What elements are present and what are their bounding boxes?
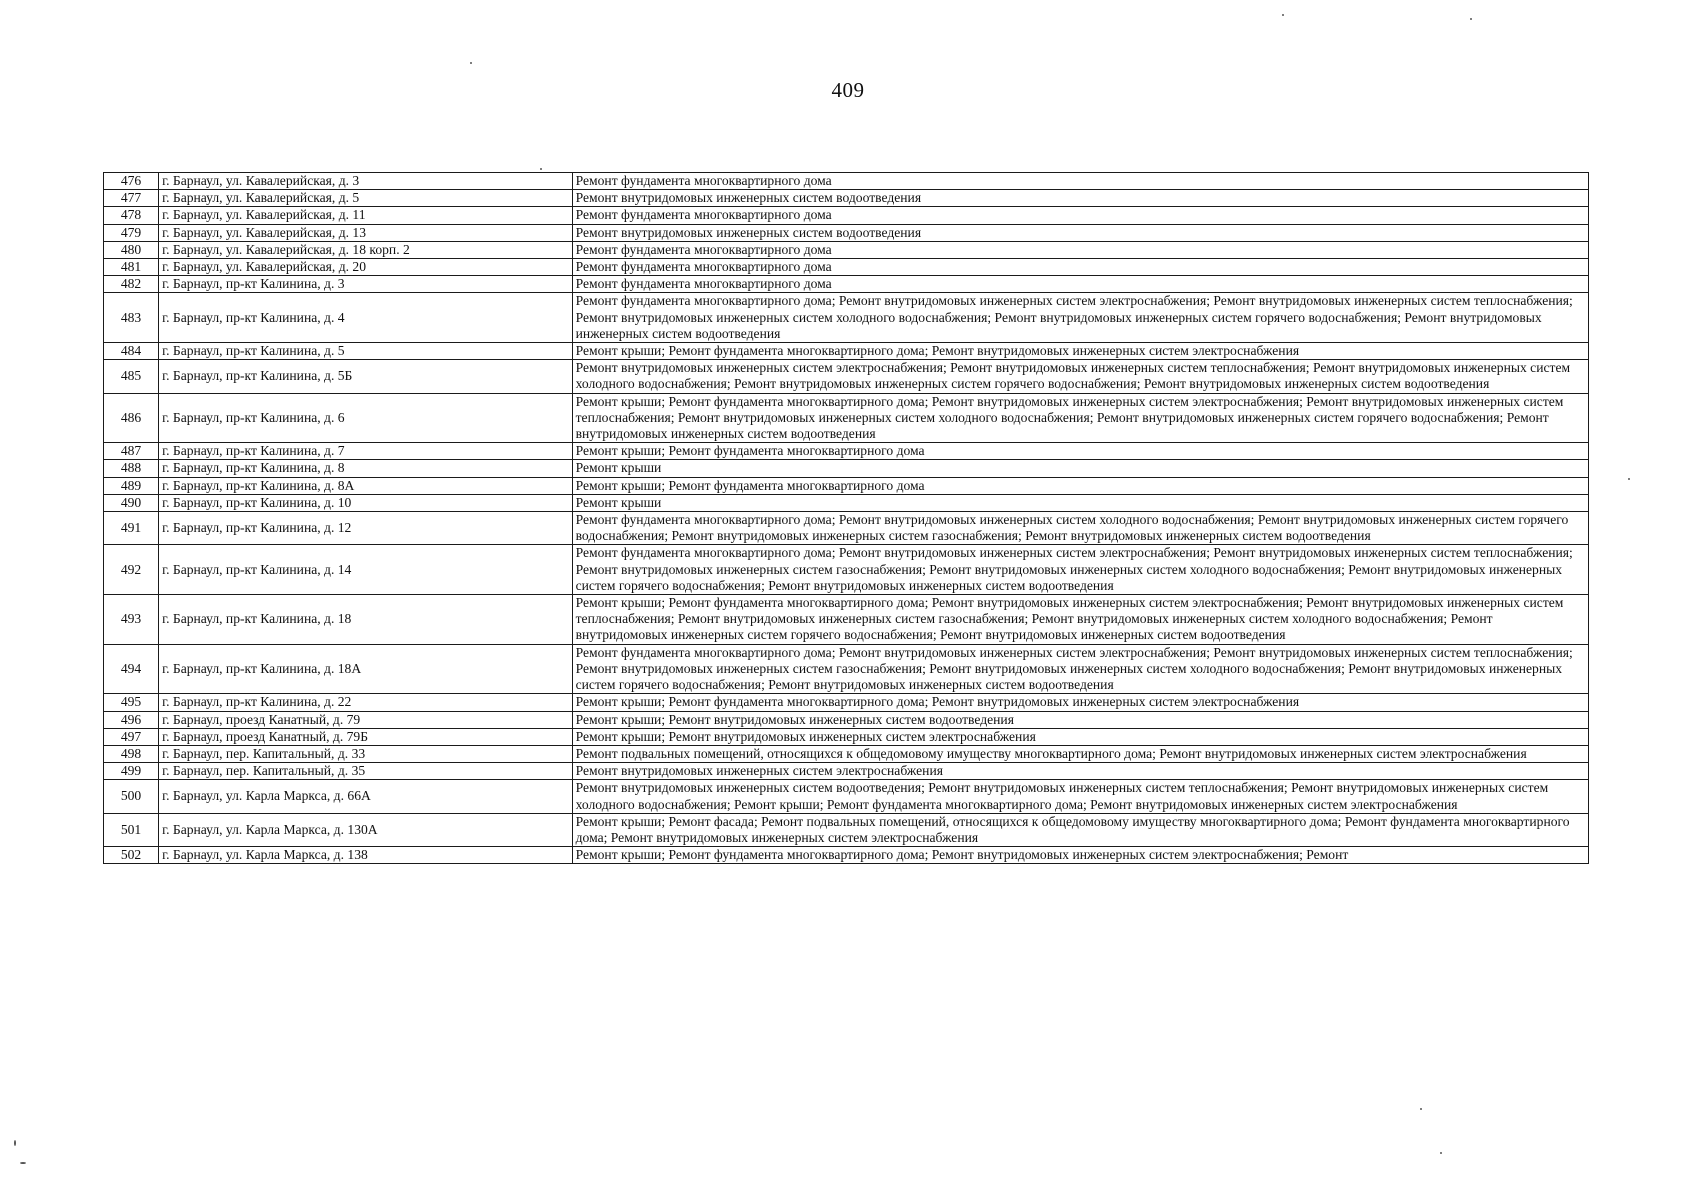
- row-works: Ремонт внутридомовых инженерных систем водоотведения; Ремонт внутридомовых инженерных систем теплоснабжения; Ремонт внутридомовых инженерных систем холодного водоснабжения; Ремонт крыши; Ремонт фундамента многоквартирного дома; Ремонт внутридомовых инженерных систем электроснабжения: [572, 780, 1588, 813]
- row-works: Ремонт крыши; Ремонт фундамента многоквартирного дома; Ремонт внутридомовых инженерных систем электроснабжения: [572, 343, 1588, 360]
- table-row: [104, 293, 1589, 343]
- table-row: [104, 644, 1589, 694]
- row-address: г. Барнаул, пр-кт Калинина, д. 18: [159, 595, 573, 645]
- row-number: 500: [104, 780, 159, 813]
- row-address: г. Барнаул, пр-кт Калинина, д. 22: [159, 694, 573, 711]
- scan-speck: [470, 62, 472, 64]
- row-address: г. Барнаул, ул. Карла Маркса, д. 138: [159, 847, 573, 864]
- row-number: 479: [104, 224, 159, 241]
- row-number: 480: [104, 241, 159, 258]
- row-works: Ремонт фундамента многоквартирного дома: [572, 173, 1588, 190]
- row-address: г. Барнаул, проезд Канатный, д. 79: [159, 711, 573, 728]
- table-row: [104, 512, 1589, 545]
- row-number: 491: [104, 512, 159, 545]
- table-row: [104, 728, 1589, 745]
- row-address: г. Барнаул, пр-кт Калинина, д. 14: [159, 545, 573, 595]
- row-number: 496: [104, 711, 159, 728]
- row-number: 493: [104, 595, 159, 645]
- row-number: 497: [104, 728, 159, 745]
- row-number: 498: [104, 745, 159, 762]
- row-works: Ремонт крыши; Ремонт фундамента многоквартирного дома: [572, 443, 1588, 460]
- row-works: Ремонт крыши; Ремонт фундамента многоквартирного дома; Ремонт внутридомовых инженерных систем электроснабжения; Ремонт внутридомовых инженерных систем теплоснабжения; Ремонт внутридомовых инженерных систем газоснабжения; Ремонт внутридомовых инженерных систем холодного водоснабжения; Ремонт внутридомовых инженерных систем горячего водоснабжения; Ремонт внутридомовых инженерных систем водоотведения: [572, 595, 1588, 645]
- row-works: Ремонт фундамента многоквартирного дома: [572, 276, 1588, 293]
- table-row: [104, 494, 1589, 511]
- table-row: [104, 343, 1589, 360]
- row-works: Ремонт внутридомовых инженерных систем электроснабжения: [572, 763, 1588, 780]
- row-number: 499: [104, 763, 159, 780]
- row-number: 501: [104, 813, 159, 846]
- row-works: Ремонт фундамента многоквартирного дома; Ремонт внутридомовых инженерных систем холодного водоснабжения; Ремонт внутридомовых инженерных систем горячего водоснабжения; Ремонт внутридомовых инженерных систем газоснабжения; Ремонт внутридомовых инженерных систем водоотведения: [572, 512, 1588, 545]
- table-row: [104, 173, 1589, 190]
- table-row: [104, 763, 1589, 780]
- row-address: г. Барнаул, ул. Карла Маркса, д. 130А: [159, 813, 573, 846]
- table-row: [104, 360, 1589, 393]
- row-works: Ремонт крыши; Ремонт фундамента многоквартирного дома; Ремонт внутридомовых инженерных систем электроснабжения; Ремонт внутридомовых инженерных систем теплоснабжения; Ремонт внутридомовых инженерных систем холодного водоснабжения; Ремонт внутридомовых инженерных систем горячего водоснабжения; Ремонт внутридомовых инженерных систем водоотведения: [572, 393, 1588, 443]
- table-row: [104, 477, 1589, 494]
- table-row: [104, 241, 1589, 258]
- table-row: [104, 847, 1589, 864]
- row-number: 495: [104, 694, 159, 711]
- scan-speck: [1440, 1152, 1442, 1154]
- row-address: г. Барнаул, ул. Кавалерийская, д. 18 корп. 2: [159, 241, 573, 258]
- table-row: [104, 207, 1589, 224]
- scan-speck: [14, 1140, 16, 1146]
- table-row: [104, 711, 1589, 728]
- row-number: 482: [104, 276, 159, 293]
- row-works: Ремонт фундамента многоквартирного дома: [572, 207, 1588, 224]
- row-works: Ремонт крыши; Ремонт фундамента многоквартирного дома: [572, 477, 1588, 494]
- row-address: г. Барнаул, пер. Капитальный, д. 33: [159, 745, 573, 762]
- row-number: 489: [104, 477, 159, 494]
- row-works: Ремонт крыши; Ремонт фундамента многоквартирного дома; Ремонт внутридомовых инженерных систем электроснабжения; Ремонт: [572, 847, 1588, 864]
- row-address: г. Барнаул, пр-кт Калинина, д. 8А: [159, 477, 573, 494]
- row-number: 486: [104, 393, 159, 443]
- row-number: 502: [104, 847, 159, 864]
- row-address: г. Барнаул, пер. Капитальный, д. 35: [159, 763, 573, 780]
- page-number: 409: [831, 78, 865, 102]
- row-number: 492: [104, 545, 159, 595]
- row-works: Ремонт фундамента многоквартирного дома; Ремонт внутридомовых инженерных систем электроснабжения; Ремонт внутридомовых инженерных систем теплоснабжения; Ремонт внутридомовых инженерных систем холодного водоснабжения; Ремонт внутридомовых инженерных систем горячего водоснабжения; Ремонт внутридомовых инженерных систем водоотведения: [572, 293, 1588, 343]
- housing-register-table: [103, 172, 1589, 864]
- table-row: [104, 545, 1589, 595]
- row-address: г. Барнаул, проезд Канатный, д. 79Б: [159, 728, 573, 745]
- row-address: г. Барнаул, пр-кт Калинина, д. 12: [159, 512, 573, 545]
- row-number: 483: [104, 293, 159, 343]
- table-row: [104, 190, 1589, 207]
- table-body: [104, 173, 1589, 864]
- row-works: Ремонт крыши: [572, 494, 1588, 511]
- row-address: г. Барнаул, пр-кт Калинина, д. 3: [159, 276, 573, 293]
- scan-speck: [1628, 478, 1630, 480]
- row-works: Ремонт внутридомовых инженерных систем водоотведения: [572, 190, 1588, 207]
- scan-speck: [1282, 14, 1284, 16]
- row-address: г. Барнаул, пр-кт Калинина, д. 4: [159, 293, 573, 343]
- row-address: г. Барнаул, ул. Кавалерийская, д. 3: [159, 173, 573, 190]
- row-works: Ремонт подвальных помещений, относящихся к общедомовому имуществу многоквартирного дома; Ремонт внутридомовых инженерных систем электроснабжения: [572, 745, 1588, 762]
- row-works: Ремонт фундамента многоквартирного дома; Ремонт внутридомовых инженерных систем электроснабжения; Ремонт внутридомовых инженерных систем теплоснабжения; Ремонт внутридомовых инженерных систем газоснабжения; Ремонт внутридомовых инженерных систем холодного водоснабжения; Ремонт внутридомовых инженерных систем горячего водоснабжения; Ремонт внутридомовых инженерных систем водоотведения: [572, 644, 1588, 694]
- row-number: 477: [104, 190, 159, 207]
- row-works: Ремонт крыши; Ремонт внутридомовых инженерных систем водоотведения: [572, 711, 1588, 728]
- row-number: 490: [104, 494, 159, 511]
- row-number: 487: [104, 443, 159, 460]
- table-row: [104, 595, 1589, 645]
- row-works: Ремонт фундамента многоквартирного дома; Ремонт внутридомовых инженерных систем электроснабжения; Ремонт внутридомовых инженерных систем теплоснабжения; Ремонт внутридомовых инженерных систем газоснабжения; Ремонт внутридомовых инженерных систем холодного водоснабжения; Ремонт внутридомовых инженерных систем горячего водоснабжения; Ремонт внутридомовых инженерных систем водоотведения: [572, 545, 1588, 595]
- row-number: 484: [104, 343, 159, 360]
- row-address: г. Барнаул, ул. Кавалерийская, д. 5: [159, 190, 573, 207]
- row-works: Ремонт внутридомовых инженерных систем водоотведения: [572, 224, 1588, 241]
- table-row: [104, 393, 1589, 443]
- row-address: г. Барнаул, пр-кт Калинина, д. 5: [159, 343, 573, 360]
- row-works: Ремонт внутридомовых инженерных систем электроснабжения; Ремонт внутридомовых инженерных систем теплоснабжения; Ремонт внутридомовых инженерных систем холодного водоснабжения; Ремонт внутридомовых инженерных систем горячего водоснабжения; Ремонт внутридомовых инженерных систем водоотведения: [572, 360, 1588, 393]
- table-row: [104, 460, 1589, 477]
- table-row: [104, 813, 1589, 846]
- row-number: 488: [104, 460, 159, 477]
- row-address: г. Барнаул, пр-кт Калинина, д. 5Б: [159, 360, 573, 393]
- row-address: г. Барнаул, пр-кт Калинина, д. 7: [159, 443, 573, 460]
- row-address: г. Барнаул, ул. Кавалерийская, д. 11: [159, 207, 573, 224]
- row-address: г. Барнаул, ул. Кавалерийская, д. 20: [159, 259, 573, 276]
- row-works: Ремонт крыши; Ремонт фасада; Ремонт подвальных помещений, относящихся к общедомовому имуществу многоквартирного дома; Ремонт фундамента многоквартирного дома; Ремонт внутридомовых инженерных систем электроснабжения: [572, 813, 1588, 846]
- row-number: 481: [104, 259, 159, 276]
- row-number: 494: [104, 644, 159, 694]
- row-number: 478: [104, 207, 159, 224]
- scan-speck: [540, 168, 542, 170]
- table-row: [104, 694, 1589, 711]
- row-works: Ремонт крыши; Ремонт фундамента многоквартирного дома; Ремонт внутридомовых инженерных систем электроснабжения: [572, 694, 1588, 711]
- scan-speck: [20, 1162, 26, 1164]
- row-address: г. Барнаул, пр-кт Калинина, д. 10: [159, 494, 573, 511]
- row-address: г. Барнаул, ул. Карла Маркса, д. 66А: [159, 780, 573, 813]
- row-works: Ремонт крыши; Ремонт внутридомовых инженерных систем электроснабжения: [572, 728, 1588, 745]
- row-address: г. Барнаул, пр-кт Калинина, д. 6: [159, 393, 573, 443]
- table-row: [104, 745, 1589, 762]
- row-address: г. Барнаул, пр-кт Калинина, д. 18А: [159, 644, 573, 694]
- scan-speck: [1420, 1108, 1422, 1110]
- table-row: [104, 780, 1589, 813]
- row-works: Ремонт фундамента многоквартирного дома: [572, 241, 1588, 258]
- row-works: Ремонт крыши: [572, 460, 1588, 477]
- row-address: г. Барнаул, ул. Кавалерийская, д. 13: [159, 224, 573, 241]
- table-row: [104, 276, 1589, 293]
- row-address: г. Барнаул, пр-кт Калинина, д. 8: [159, 460, 573, 477]
- row-number: 485: [104, 360, 159, 393]
- scan-speck: [1470, 18, 1472, 20]
- row-number: 476: [104, 173, 159, 190]
- table-row: [104, 259, 1589, 276]
- table-row: [104, 224, 1589, 241]
- table-row: [104, 443, 1589, 460]
- row-works: Ремонт фундамента многоквартирного дома: [572, 259, 1588, 276]
